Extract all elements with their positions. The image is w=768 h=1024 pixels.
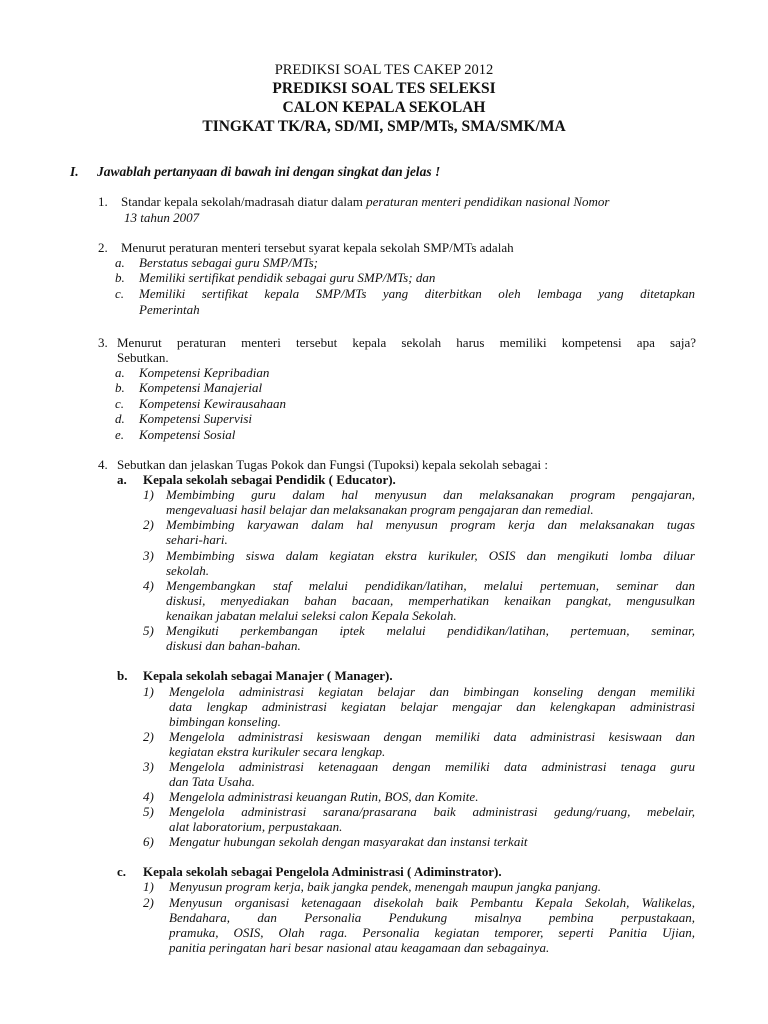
q2-item-c-mark: c. xyxy=(115,286,125,301)
q1-text-plain: Standar kepala sekolah/madrasah diatur dalam xyxy=(121,194,367,209)
header-line-3: CALON KEPALA SEKOLAH xyxy=(282,99,486,116)
q4-a-4-line-2: diskusi, menyediakan bahan bacaan, memperhatikan kenaikan pangkat, mengusulkan xyxy=(166,593,695,608)
q3-item-b-mark: b. xyxy=(115,380,125,395)
header-line-2: PREDIKSI SOAL TES SELEKSI xyxy=(272,80,496,97)
q4-c-mark: c. xyxy=(117,864,127,879)
q3-number: 3. xyxy=(98,335,108,350)
q4-a-1-line-2: mengevaluasi hasil belajar dan melaksanakan program pengajaran dan remedial. xyxy=(166,502,594,517)
q4-a-2-line-1: Membimbing karyawan dalam hal menyusun program kerja dan melaksanakan tugas xyxy=(166,517,695,532)
q2-item-a: Berstatus sebagai guru SMP/MTs; xyxy=(139,255,318,270)
q4-b-4-mark: 4) xyxy=(143,789,154,804)
q3-item-d: Kompetensi Supervisi xyxy=(139,411,253,426)
q4-a-1-mark: 1) xyxy=(143,487,154,502)
section-heading xyxy=(70,164,440,180)
q4-b-5-line-1: Mengelola administrasi sarana/prasarana baik administrasi gedung/ruang, mebelair, xyxy=(169,804,695,819)
q4-c-2-line-2: Bendahara, dan Personalia Pendukung misalnya pembina perpustakaan, xyxy=(169,910,695,925)
section-title: Jawablah pertanyaan di bawah ini dengan singkat dan jelas ! xyxy=(97,164,441,179)
q4-b-mark: b. xyxy=(117,668,128,683)
q3-item-a: Kompetensi Kepribadian xyxy=(139,365,270,380)
q1-number: 1. xyxy=(98,194,108,209)
q4-c-1-mark: 1) xyxy=(143,879,154,894)
q3-item-d-mark: d. xyxy=(115,411,125,426)
q4-b-3-line-2: dan Tata Usaha. xyxy=(169,774,255,789)
q3-item-e: Kompetensi Sosial xyxy=(139,427,236,442)
q3-item-a-mark: a. xyxy=(115,365,125,380)
q2-item-a-mark: a. xyxy=(115,255,125,270)
q4-b-2-mark: 2) xyxy=(143,729,154,744)
header-line-4: TINGKAT TK/RA, SD/MI, SMP/MTs, SMA/SMK/MA xyxy=(202,118,566,135)
q4-a-2-mark: 2) xyxy=(143,517,154,532)
q4-c-title: Kepala sekolah sebagai Pengelola Administrasi ( Adiminstrator). xyxy=(143,864,502,879)
section-number: I. xyxy=(70,164,79,179)
q4-c-2-line-3: pramuka, OSIS, Olah raga. Personalia kegiatan temporer, seperti Panitia Ujian, xyxy=(169,925,695,940)
q4-a-2-line-2: sehari-hari. xyxy=(166,532,228,547)
q4-b-2-line-1: Mengelola administrasi kesiswaan dengan memiliki data administrasi kesiswaan dan xyxy=(169,729,695,744)
q4-a-3-line-1: Membimbing siswa dalam kegiatan ekstra kurikuler, OSIS dan mengikuti lomba diluar xyxy=(166,548,695,563)
q2-item-b-mark: b. xyxy=(115,270,125,285)
q4-number: 4. xyxy=(98,457,108,472)
q4-b-2-line-2: kegiatan ekstra kurikuler secara lengkap. xyxy=(169,744,386,759)
q4-b-1-line-2: data lengkap administrasi kegiatan belajar mengajar dan kelengkapan administrasi xyxy=(169,699,695,714)
q3-text-cont: Sebutkan. xyxy=(117,350,169,365)
q4-c-2-line-4: panitia peringatan hari besar nasional atau keagamaan dan sebagainya. xyxy=(169,940,550,955)
q4-c-1-line-1: Menyusun program kerja, baik jangka pendek, menengah maupun jangka panjang. xyxy=(169,879,602,894)
q2-text: Menurut peraturan menteri tersebut syarat kepala sekolah SMP/MTs adalah xyxy=(121,240,514,255)
q4-b-5-line-2: alat laboratorium, perpustakaan. xyxy=(169,819,343,834)
q2-item-b: Memiliki sertifikat pendidik sebagai guru SMP/MTs; dan xyxy=(139,270,436,285)
q4-a-mark: a. xyxy=(117,472,127,487)
q1-text xyxy=(121,194,610,209)
q4-b-4-line-1: Mengelola administrasi keuangan Rutin, BOS, dan Komite. xyxy=(169,789,479,804)
q3-item-c: Kompetensi Kewirausahaan xyxy=(139,396,286,411)
q1-text-italic: peraturan menteri pendidikan nasional Nomor xyxy=(366,194,610,209)
q4-b-6-line-1: Mengatur hubungan sekolah dengan masyarakat dan instansi terkait xyxy=(169,834,528,849)
q4-c-2-line-1: Menyusun organisasi ketenagaan disekolah baik Pembantu Kepala Sekolah, Walikelas, xyxy=(169,895,695,910)
q1-text-cont: 13 tahun 2007 xyxy=(124,210,200,225)
q4-a-4-mark: 4) xyxy=(143,578,154,593)
q4-text: Sebutkan dan jelaskan Tugas Pokok dan Fungsi (Tupoksi) kepala sekolah sebagai : xyxy=(117,457,549,472)
q4-a-5-mark: 5) xyxy=(143,623,154,638)
q4-b-6-mark: 6) xyxy=(143,834,154,849)
q4-a-3-line-2: sekolah. xyxy=(166,563,209,578)
q4-b-3-line-1: Mengelola administrasi ketenagaan dengan memiliki data administrasi tenaga guru xyxy=(169,759,695,774)
q4-c-2-mark: 2) xyxy=(143,895,154,910)
q3-item-e-mark: e. xyxy=(115,427,125,442)
q4-a-title: Kepala sekolah sebagai Pendidik ( Educator). xyxy=(143,472,396,487)
q4-a-4-line-3: kenaikan jabatan melalui seleksi calon Kepala Sekolah. xyxy=(166,608,457,623)
q4-b-5-mark: 5) xyxy=(143,804,154,819)
q4-b-title: Kepala sekolah sebagai Manajer ( Manager). xyxy=(143,668,393,683)
q3-item-b: Kompetensi Manajerial xyxy=(139,380,263,395)
q4-b-3-mark: 3) xyxy=(143,759,154,774)
q2-number: 2. xyxy=(98,240,108,255)
q2-item-c-cont: Pemerintah xyxy=(139,302,200,317)
q4-b-1-line-3: bimbingan konseling. xyxy=(169,714,281,729)
q4-b-1-mark: 1) xyxy=(143,684,154,699)
q4-a-4-line-1: Mengembangkan staf melalui pendidikan/latihan, melalui pertemuan, seminar dan xyxy=(166,578,695,593)
header-line-1: PREDIKSI SOAL TES CAKEP 2012 xyxy=(274,62,494,78)
q4-b-1-line-1: Mengelola administrasi kegiatan belajar dan bimbingan konseling dengan memiliki xyxy=(169,684,695,699)
q4-a-5-line-2: diskusi dan bahan-bahan. xyxy=(166,638,301,653)
q3-text: Menurut peraturan menteri tersebut kepala sekolah harus memiliki kompetensi apa saja? xyxy=(117,335,696,350)
q4-a-1-line-1: Membimbing guru dalam hal menyusun dan melaksanakan program pengajaran, xyxy=(166,487,695,502)
q2-item-c: Memiliki sertifikat kepala SMP/MTs yang diterbitkan oleh lembaga yang ditetapkan xyxy=(139,286,695,301)
q4-a-3-mark: 3) xyxy=(143,548,154,563)
q4-a-5-line-1: Mengikuti perkembangan iptek melalui pendidikan/latihan, pertemuan, seminar, xyxy=(166,623,695,638)
q3-item-c-mark: c. xyxy=(115,396,125,411)
